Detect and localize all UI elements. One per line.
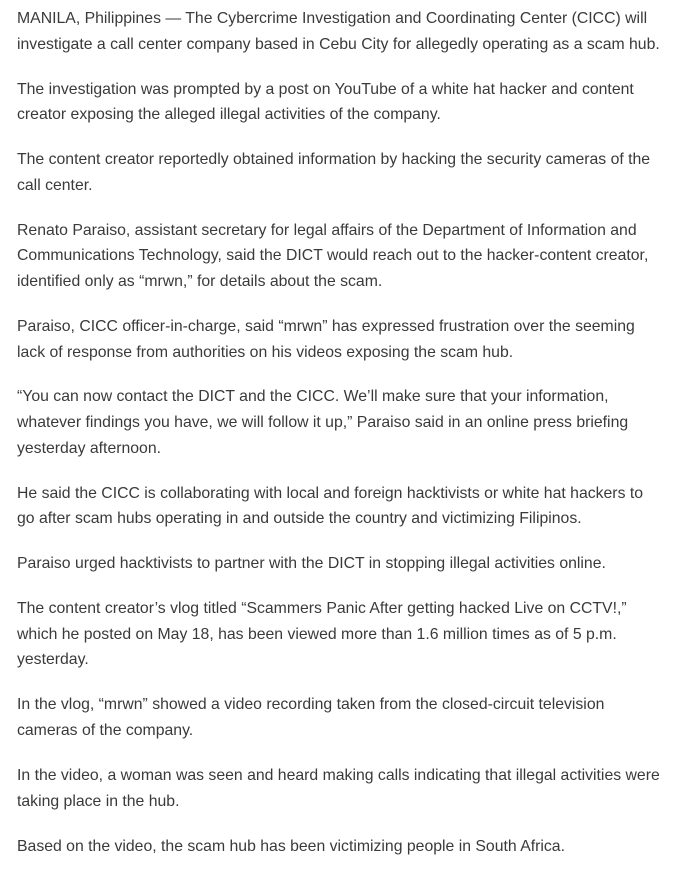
- article-body: [17, 6, 662, 879]
- article-paragraph: He said the CICC is collaborating with local and foreign hacktivists or white hat hackers to go after scam hubs operating in and outside the country and victimizing Filipinos.: [17, 484, 644, 528]
- article-paragraph: The investigation was prompted by a post on YouTube of a white hat hacker and content creator exposing the alleged illegal activities of the company.: [17, 80, 634, 124]
- article-paragraph: MANILA, Philippines — The Cybercrime Investigation and Coordinating Center (CICC) will investigate a call center company based in Cebu City for allegedly operating as a scam hub.: [17, 10, 660, 53]
- article-paragraph: In the video, a woman was seen and heard making calls indicating that illegal activities were taking place in the hub.: [17, 766, 660, 810]
- article-paragraph: Based on the video, the scam hub has been victimizing people in South Africa.: [17, 837, 565, 855]
- article-paragraph: “You can now contact the DICT and the CICC. We’ll make sure that your information, whatever findings you have, we will follow it up,” Paraiso said in an online press briefing yesterday afternoon.: [17, 388, 629, 457]
- article-paragraph: In the vlog, “mrwn” showed a video recording taken from the closed-circuit television cameras of the company.: [17, 696, 605, 739]
- article-paragraph: The content creator’s vlog titled “Scammers Panic After getting hacked Live on CCTV!,” which he posted on May 18, has been viewed more than 1.6 million times as of 5 p.m. yesterday.: [17, 600, 627, 669]
- article-paragraph: Paraiso, CICC officer-in-charge, said “mrwn” has expressed frustration over the seeming lack of response from authorities on his videos exposing the scam hub.: [17, 317, 635, 361]
- article-paragraph: Renato Paraiso, assistant secretary for legal affairs of the Department of Information and Communications Technology, said the DICT would reach out to the hacker-content creator, identified only as “mrwn,” for details about the scam.: [17, 221, 649, 290]
- article-paragraph: The content creator reportedly obtained information by hacking the security cameras of the call center.: [17, 151, 651, 194]
- article-paragraph: Paraiso urged hacktivists to partner with the DICT in stopping illegal activities online.: [17, 555, 606, 573]
